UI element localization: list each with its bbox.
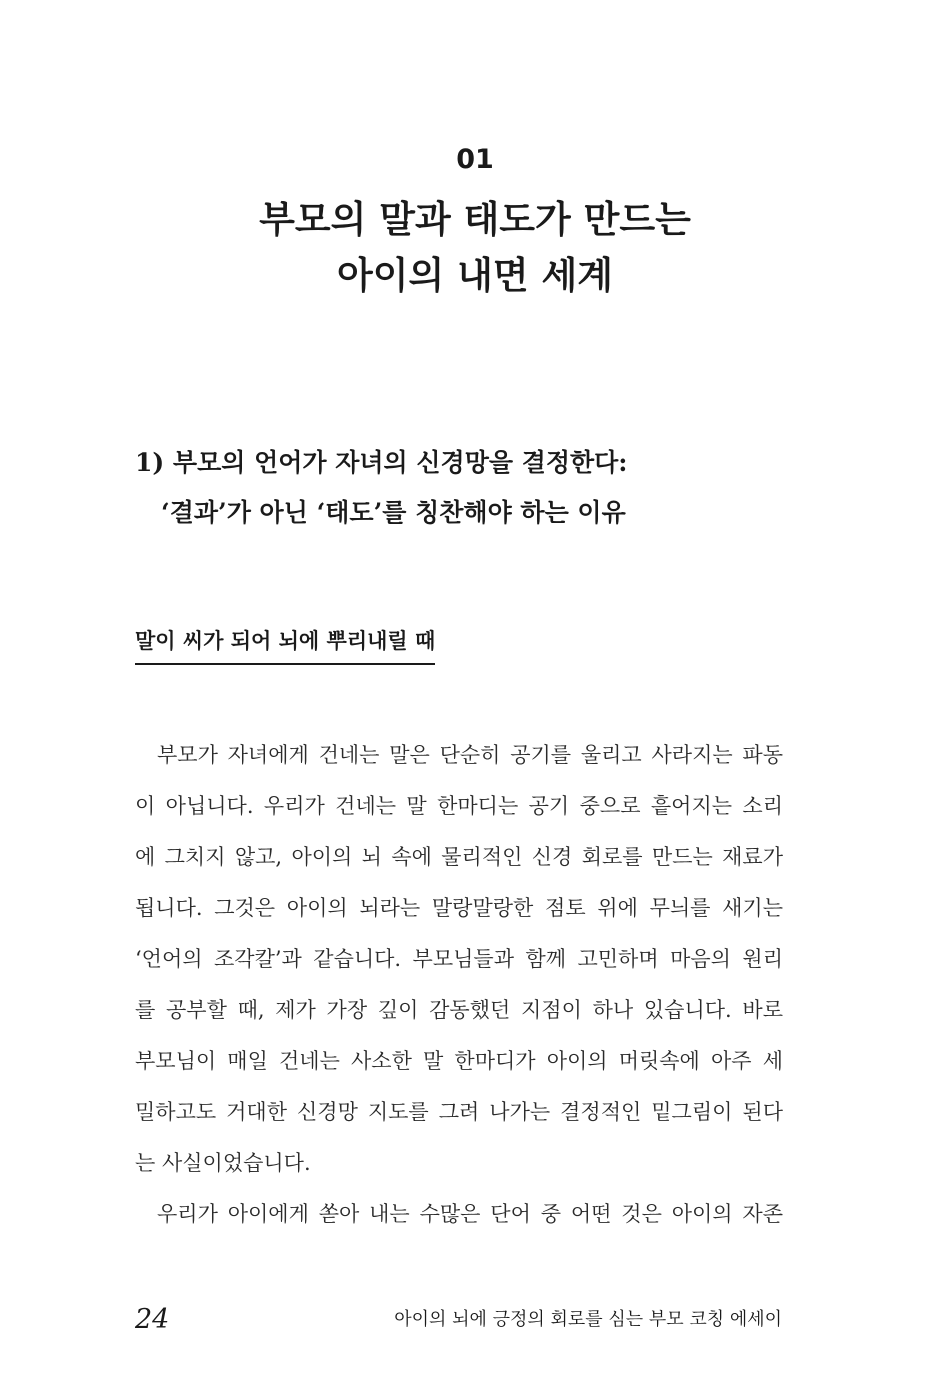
chapter-title <box>0 192 950 304</box>
body-line: 밀하고도 거대한 신경망 지도를 그려 나가는 결정적인 밑그림이 된다 <box>135 1100 783 1124</box>
body-paragraphs <box>135 730 783 1240</box>
running-title: 아이의 뇌에 긍정의 회로를 심는 부모 코칭 에세이 <box>394 1309 782 1330</box>
section-heading-line: 1) 부모의 언어가 자녀의 신경망을 결정한다: <box>135 448 628 477</box>
page-number: 24 <box>135 1304 170 1335</box>
body-line: 됩니다. 그것은 아이의 뇌라는 말랑말랑한 점토 위에 무늬를 새기는 <box>135 896 783 920</box>
body-line: 이 아닙니다. 우리가 건네는 말 한마디는 공기 중으로 흩어지는 소리 <box>135 794 783 818</box>
body-line: 부모님이 매일 건네는 사소한 말 한마디가 아이의 머릿속에 아주 세 <box>135 1049 783 1073</box>
body-line: 를 공부할 때, 제가 가장 깊이 감동했던 지점이 하나 있습니다. 바로 <box>135 998 783 1022</box>
subheading: 말이 씨가 되어 뇌에 뿌리내릴 때 <box>135 623 435 665</box>
chapter-title-line: 부모의 말과 태도가 만드는 <box>259 198 691 241</box>
body-line: 는 사실이었습니다. <box>135 1151 311 1175</box>
body-line: 부모가 자녀에게 건네는 말은 단순히 공기를 울리고 사라지는 파동 <box>157 743 783 767</box>
section-heading-line: ‘결과’가 아닌 ‘태도’를 칭찬해야 하는 이유 <box>161 498 626 527</box>
body-line: ‘언어의 조각칼’과 같습니다. 부모님들과 함께 고민하며 마음의 원리 <box>135 947 783 971</box>
chapter-number: 01 <box>456 144 494 175</box>
body-line: 에 그치지 않고, 아이의 뇌 속에 물리적인 신경 회로를 만드는 재료가 <box>135 845 783 869</box>
section-heading <box>135 438 815 538</box>
chapter-title-line: 아이의 내면 세계 <box>337 254 613 297</box>
body-line: 우리가 아이에게 쏟아 내는 수많은 단어 중 어떤 것은 아이의 자존 <box>157 1202 783 1226</box>
